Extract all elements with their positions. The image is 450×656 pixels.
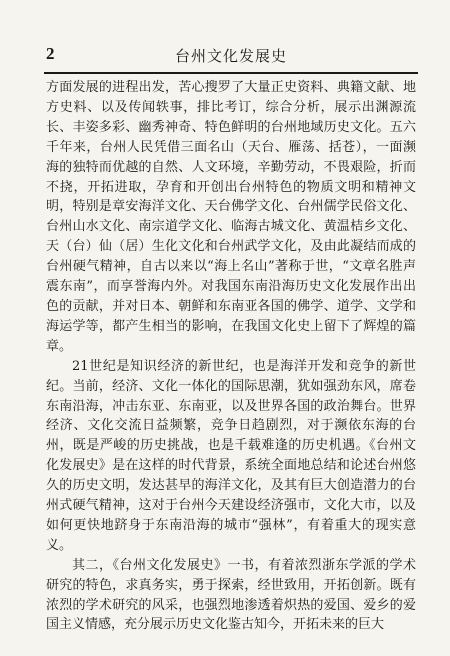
- page-header: [46, 44, 416, 68]
- header-rule: [44, 72, 418, 74]
- body-text: [46, 78, 416, 635]
- paragraph-continued: 方面发展的进程出发，苦心搜罗了大量正史资料、典籍文献、地方史料、以及传闻轶事，排比考订，综合分析，展示出渊源流长、丰姿多彩、幽秀神奇、特色鲜明的台州地域历史文化。五六千年来，台州人民凭借三面名山（天台、雁荡、括苍），一面濒海的独特而优越的自然、人文环境，辛勤劳动，不畏艰险，折而不挠，开拓进取，孕育和开创出台州特色的物质文明和精神文明，特别是章安海洋文化、天台佛学文化、台州儒学民俗文化、台州山水文化、南宗道学文化、临海古城文化、黄温桔乡文化、天（台）仙（居）生化文化和台州武学文化，及由此凝结而成的台州硬气精神，自古以来以“海上名山”著称于世，“文章名胜声震东南”，而享誉海内外。对我国东南沿海历史文化发展作出出色的贡献，并对日本、朝鲜和东南亚各国的佛学、道学、文学和海运学等，都产生相当的影响，在我国文化史上留下了辉煌的篇章。: [46, 80, 416, 354]
- running-title: 台州文化发展史: [174, 47, 287, 65]
- paragraph: 其二，《台州文化发展史》一书，有着浓烈浙东学派的学术研究的特色，求真务实，勇于探索，经世致用，开拓创新。既有浓烈的学术研究的风采，也强烈地渗透着炽热的爱国、爱乡的爱国主义情感，充分展示历史文化鉴古知今，开拓未来的巨大: [46, 557, 416, 633]
- paragraph: 21世纪是知识经济的新世纪，也是海洋开发和竞争的新世纪。当前，经济、文化一体化的国际思潮，犹如强劲东风，席卷东南沿海，冲击东亚、东南亚，以及世界各国的政治舞台。世界经济、文化交流日益频繁，竞争日趋剧烈，对于濒依东海的台州，既是严峻的历史挑战，也是千载难逢的历史机遇。《台州文化发展史》是在这样的时代背景，系统全面地总结和论述台州悠久的历史文明，发达甚早的海洋文化，及其有巨大创造潜力的台州式硬气精神，这对于台州今天建设经济强市，文化大市，以及如何更快地跻身于东南沿海的城市“强林”，有着重大的现实意义。: [46, 358, 416, 553]
- page-number: 2: [46, 44, 55, 63]
